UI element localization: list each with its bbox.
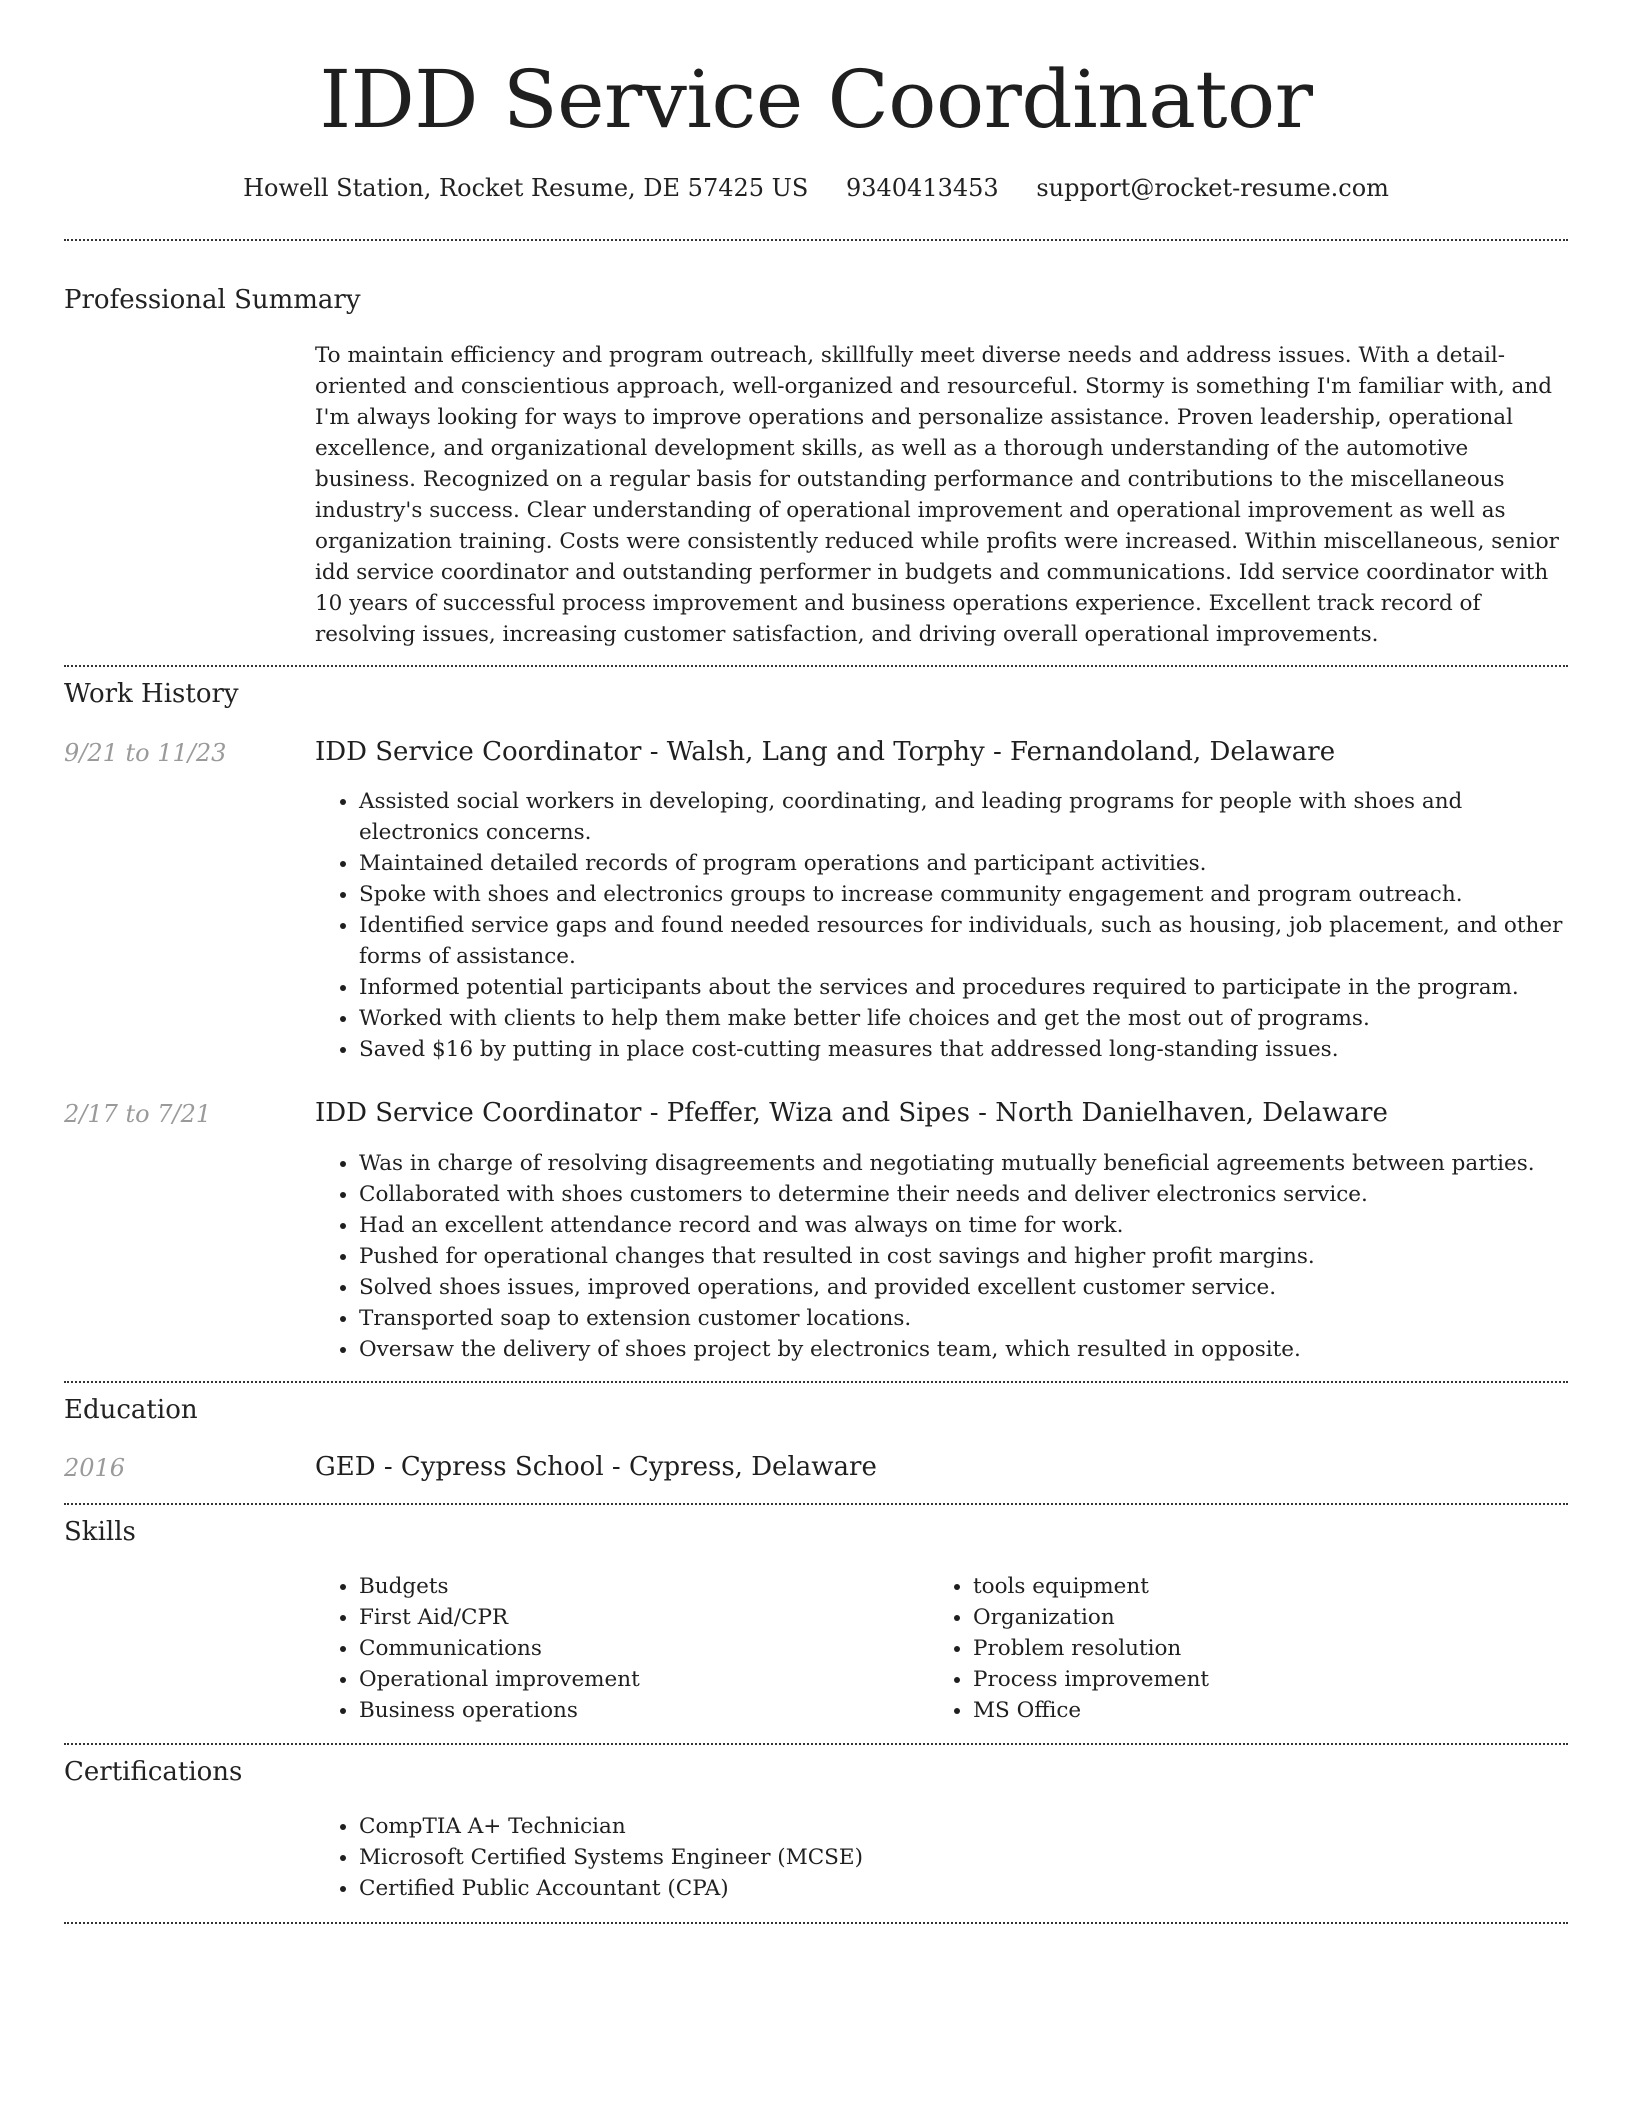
skill-item: • Process improvement	[973, 1664, 1549, 1695]
job-dates: 2/17 to 7/21	[64, 1100, 212, 1128]
skill-item: • Budgets	[359, 1571, 929, 1602]
job-heading: IDD Service Coordinator - Pfeffer, Wiza and Sipes - North Danielhaven, Delaware	[315, 1098, 1388, 1128]
skills-list-left	[315, 1571, 929, 1726]
skill-item: • Business operations	[359, 1695, 929, 1726]
divider	[64, 1922, 1568, 1924]
divider	[64, 1743, 1568, 1745]
skill-item: • First Aid/CPR	[359, 1602, 929, 1633]
skills-list-right	[929, 1571, 1549, 1726]
list-item: • Informed potential participants about the services and procedures required to participate in the program.	[359, 972, 1568, 1003]
section-title-summary: Professional Summary	[64, 285, 361, 315]
list-item: • Saved $16 by putting in place cost-cutting measures that addressed long-standing issues.	[359, 1034, 1568, 1065]
section-title-education: Education	[64, 1395, 198, 1425]
divider	[64, 1381, 1568, 1383]
list-item: • Pushed for operational changes that resulted in cost savings and higher profit margins.	[359, 1241, 1568, 1272]
skill-item: • Communications	[359, 1633, 929, 1664]
certification-item: • Certified Public Accountant (CPA)	[359, 1873, 1568, 1904]
divider	[64, 1503, 1568, 1505]
skill-item: • Operational improvement	[359, 1664, 929, 1695]
divider	[64, 665, 1568, 667]
section-title-skills: Skills	[64, 1517, 136, 1547]
skill-item: • tools equipment	[973, 1571, 1549, 1602]
job-heading: IDD Service Coordinator - Walsh, Lang and Torphy - Fernandoland, Delaware	[315, 737, 1336, 767]
certification-item: • CompTIA A+ Technician	[359, 1811, 1568, 1842]
list-item: • Maintained detailed records of program operations and participant activities.	[359, 848, 1568, 879]
resume-title: IDD Service Coordinator	[319, 53, 1313, 146]
job-bullet-list	[315, 786, 1568, 1065]
education-year: 2016	[64, 1454, 126, 1482]
contact-phone: 9340413453	[845, 174, 999, 202]
contact-line	[0, 170, 1632, 206]
skill-item: • Problem resolution	[973, 1633, 1549, 1664]
divider	[64, 239, 1568, 241]
skill-item: • Organization	[973, 1602, 1549, 1633]
job-bullet-list	[315, 1148, 1568, 1365]
skill-item: • MS Office	[973, 1695, 1549, 1726]
contact-address: Howell Station, Rocket Resume, DE 57425 US	[243, 174, 809, 202]
list-item: • Solved shoes issues, improved operations, and provided excellent customer service.	[359, 1272, 1568, 1303]
list-item: • Assisted social workers in developing, coordinating, and leading programs for people with shoes and electronics concerns.	[359, 786, 1568, 848]
certifications-list	[315, 1811, 1568, 1904]
education-entry: GED - Cypress School - Cypress, Delaware	[315, 1452, 877, 1482]
list-item: • Had an excellent attendance record and was always on time for work.	[359, 1210, 1568, 1241]
job-dates: 9/21 to 11/23	[64, 739, 227, 767]
list-item: • Transported soap to extension customer locations.	[359, 1303, 1568, 1334]
summary-text: To maintain efficiency and program outreach, skillfully meet diverse needs and address issues. With a detail-oriented and conscientious approach, well-organized and resourceful. Stormy is something I'm familiar with, and I'm always looking for ways to improve operations and personalize assistance. Proven leadership, operational excellence, and organizational development skills, as well as a thorough understanding of the automotive business. Recognized on a regular basis for outstanding performance and contributions to the miscellaneous industry's success. Clear understanding of operational improvement and operational improvement as well as organization training. Costs were consistently reduced while profits were increased. Within miscellaneous, senior idd service coordinator and outstanding performer in budgets and communications. Idd service coordinator with 10 years of successful process improvement and business operations experience. Excellent track record of resolving issues, increasing customer satisfaction, and driving overall operational improvements.	[315, 343, 1559, 647]
list-item: • Oversaw the delivery of shoes project by electronics team, which resulted in opposite.	[359, 1334, 1568, 1365]
section-title-certifications: Certifications	[64, 1757, 243, 1787]
contact-email: support@rocket-resume.com	[1036, 174, 1389, 202]
list-item: • Spoke with shoes and electronics groups to increase community engagement and program outreach.	[359, 879, 1568, 910]
list-item: • Was in charge of resolving disagreements and negotiating mutually beneficial agreements between parties.	[359, 1148, 1568, 1179]
certification-item: • Microsoft Certified Systems Engineer (MCSE)	[359, 1842, 1568, 1873]
list-item: • Worked with clients to help them make better life choices and get the most out of programs.	[359, 1003, 1568, 1034]
list-item: • Identified service gaps and found needed resources for individuals, such as housing, job placement, and other forms of assistance.	[359, 910, 1568, 972]
section-title-work-history: Work History	[64, 679, 239, 709]
list-item: • Collaborated with shoes customers to determine their needs and deliver electronics service.	[359, 1179, 1568, 1210]
